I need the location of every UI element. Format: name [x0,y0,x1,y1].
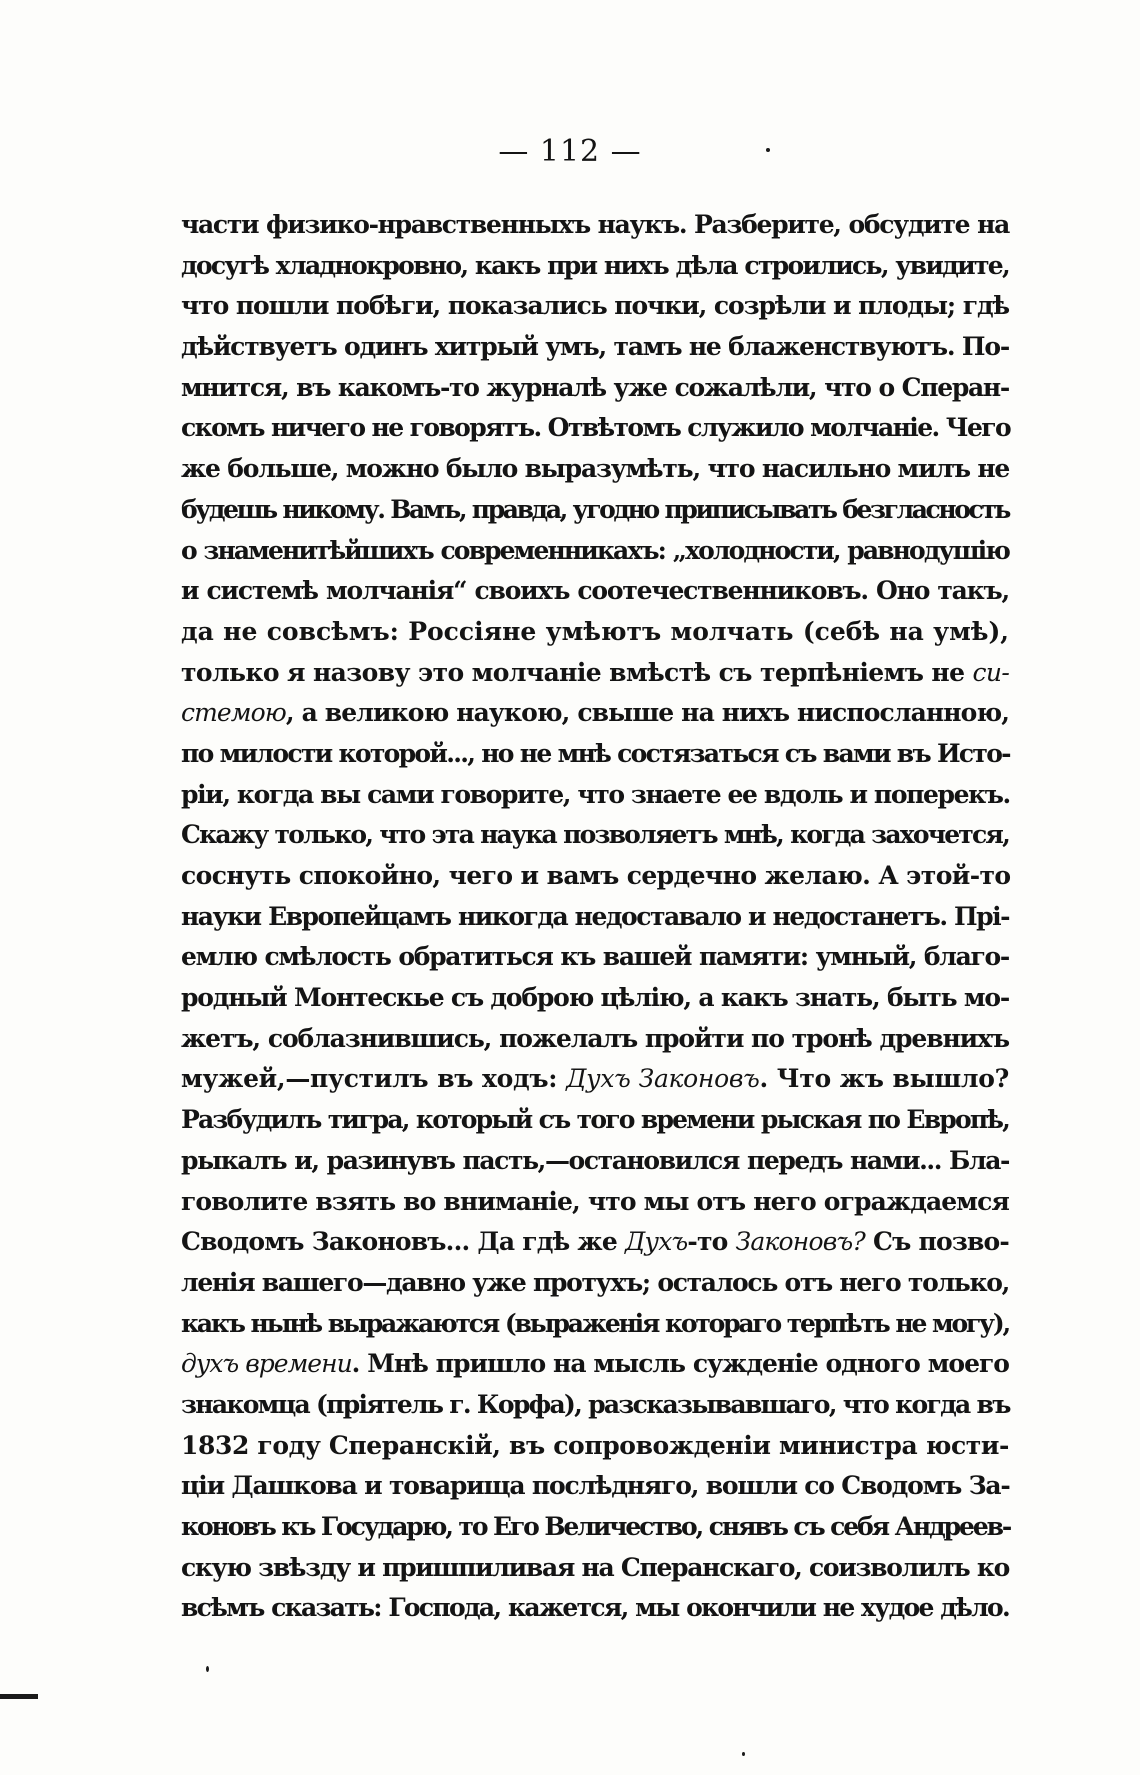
text-line: и системѣ молчанія“ своихъ соотечественниковъ. Оно такъ, [181,576,1009,606]
text-line: Разбудилъ тигра, который съ того времени рыская по Европѣ, [181,1105,1009,1135]
ink-speck [742,1752,745,1756]
text-line: соснуть спокойно, чего и вамъ сердечно желаю. А этой-то [181,861,1011,890]
ink-speck [206,1666,209,1672]
text-line: 1832 году Сперанскій, въ сопровожденіи министра юсти- [181,1430,1009,1460]
text-line: только я назову это молчаніе вмѣстѣ съ терпѣніемъ не си- [181,657,1010,687]
text-line: всѣмъ сказать: Господа, кажется, мы окончили не худое дѣло. [181,1593,1009,1623]
text-line: какъ нынѣ выражаются (выраженія котораго терпѣть не могу), [181,1308,1009,1338]
text-line: науки Европейцамъ никогда недоставало и недостанетъ. Прі- [181,901,1009,931]
text-line: мужей,—пустилъ въ ходъ: Духъ Законовъ. Что жъ вышло? [181,1064,1009,1094]
italic-phrase: Законовъ? [735,1227,865,1257]
text-line: родный Монтескье съ доброю цѣлію, а какъ знать, быть мо- [181,983,1010,1013]
text-line: стемою, а великою наукою, свыше на нихъ ниспосланною, [181,698,1009,728]
text-line: рыкалъ и, разинувъ пасть,—остановился передъ нами... Бла- [181,1145,1009,1175]
text-line: мнится, въ какомъ-то журналѣ уже сожалѣли, что о Сперан- [181,372,1009,402]
text-line: жетъ, соблазнившись, пожелалъ пройти по тронѣ древнихъ [181,1023,1009,1053]
scan-edge-mark [0,1694,38,1699]
text-line: Сводомъ Законовъ... Да гдѣ же Духъ-то Законовъ? Съ позво- [181,1227,1010,1257]
text-line: досугѣ хладнокровно, какъ при нихъ дѣла строились, увидите, [181,250,1009,280]
text-line: скую звѣзду и пришпиливая на Сперанскаго, соизволилъ ко [181,1552,1009,1582]
italic-phrase: духъ времени [181,1349,352,1379]
text-line: знакомца (пріятель г. Корфа), разсказывавшаго, что когда въ [181,1389,1010,1419]
text-line: скомъ ничего не говорятъ. Отвѣтомъ служило молчаніе. Чего [181,413,1011,443]
italic-phrase: си- [972,657,1010,687]
text-line: ленія вашего—давно уже протухъ; осталось отъ него только, [181,1267,1009,1297]
italic-phrase: Духъ [624,1227,688,1257]
text-line: дѣйствуетъ одинъ хитрый умъ, тамъ не блаженствуютъ. По- [181,332,1009,362]
text-line: ціи Дашкова и товарища послѣдняго, вошли со Сводомъ За- [181,1471,1010,1501]
text-line: по милости которой..., но не мнѣ состязаться съ вами въ Исто- [181,738,1010,768]
text-line: коновъ къ Государю, то Его Величество, снявъ съ себя Андреев- [181,1512,1011,1541]
text-line: говолите взять во вниманіе, что мы отъ него ограждаемся [181,1186,1009,1216]
text-line: ріи, когда вы сами говорите, что знаете ее вдоль и поперекъ. [181,779,1010,809]
text-line: емлю смѣлость обратиться къ вашей памяти: умный, благо- [181,942,1009,972]
text-line: части физико-нравственныхъ наукъ. Разберите, обсудите на [181,210,1009,239]
italic-phrase: Духъ Законовъ [566,1064,760,1094]
text-line: Скажу только, что эта наука позволяетъ мнѣ, когда захочется, [181,820,1009,850]
text-line: что пошли побѣги, показались почки, созрѣли и плоды; гдѣ [181,291,1009,321]
text-line: о знаменитѣйшихъ современникахъ: „холодности, равнодушію [181,535,1009,565]
text-line: будешь никому. Вамъ, правда, угодно приписывать безгласность [181,494,1009,524]
text-line: же больше, можно было выразумѣть, что насильно милъ не [181,454,1010,484]
page-number: — 112 — [498,134,642,169]
body-text [181,205,1009,1629]
text-line: духъ времени. Мнѣ пришло на мысль сужденіе одного моего [181,1349,1009,1379]
text-line: да не совсѣмъ: Россіяне умѣютъ молчать (себѣ на умѣ), [181,616,1009,646]
ink-speck [766,148,770,152]
italic-phrase: стемою [181,698,286,728]
